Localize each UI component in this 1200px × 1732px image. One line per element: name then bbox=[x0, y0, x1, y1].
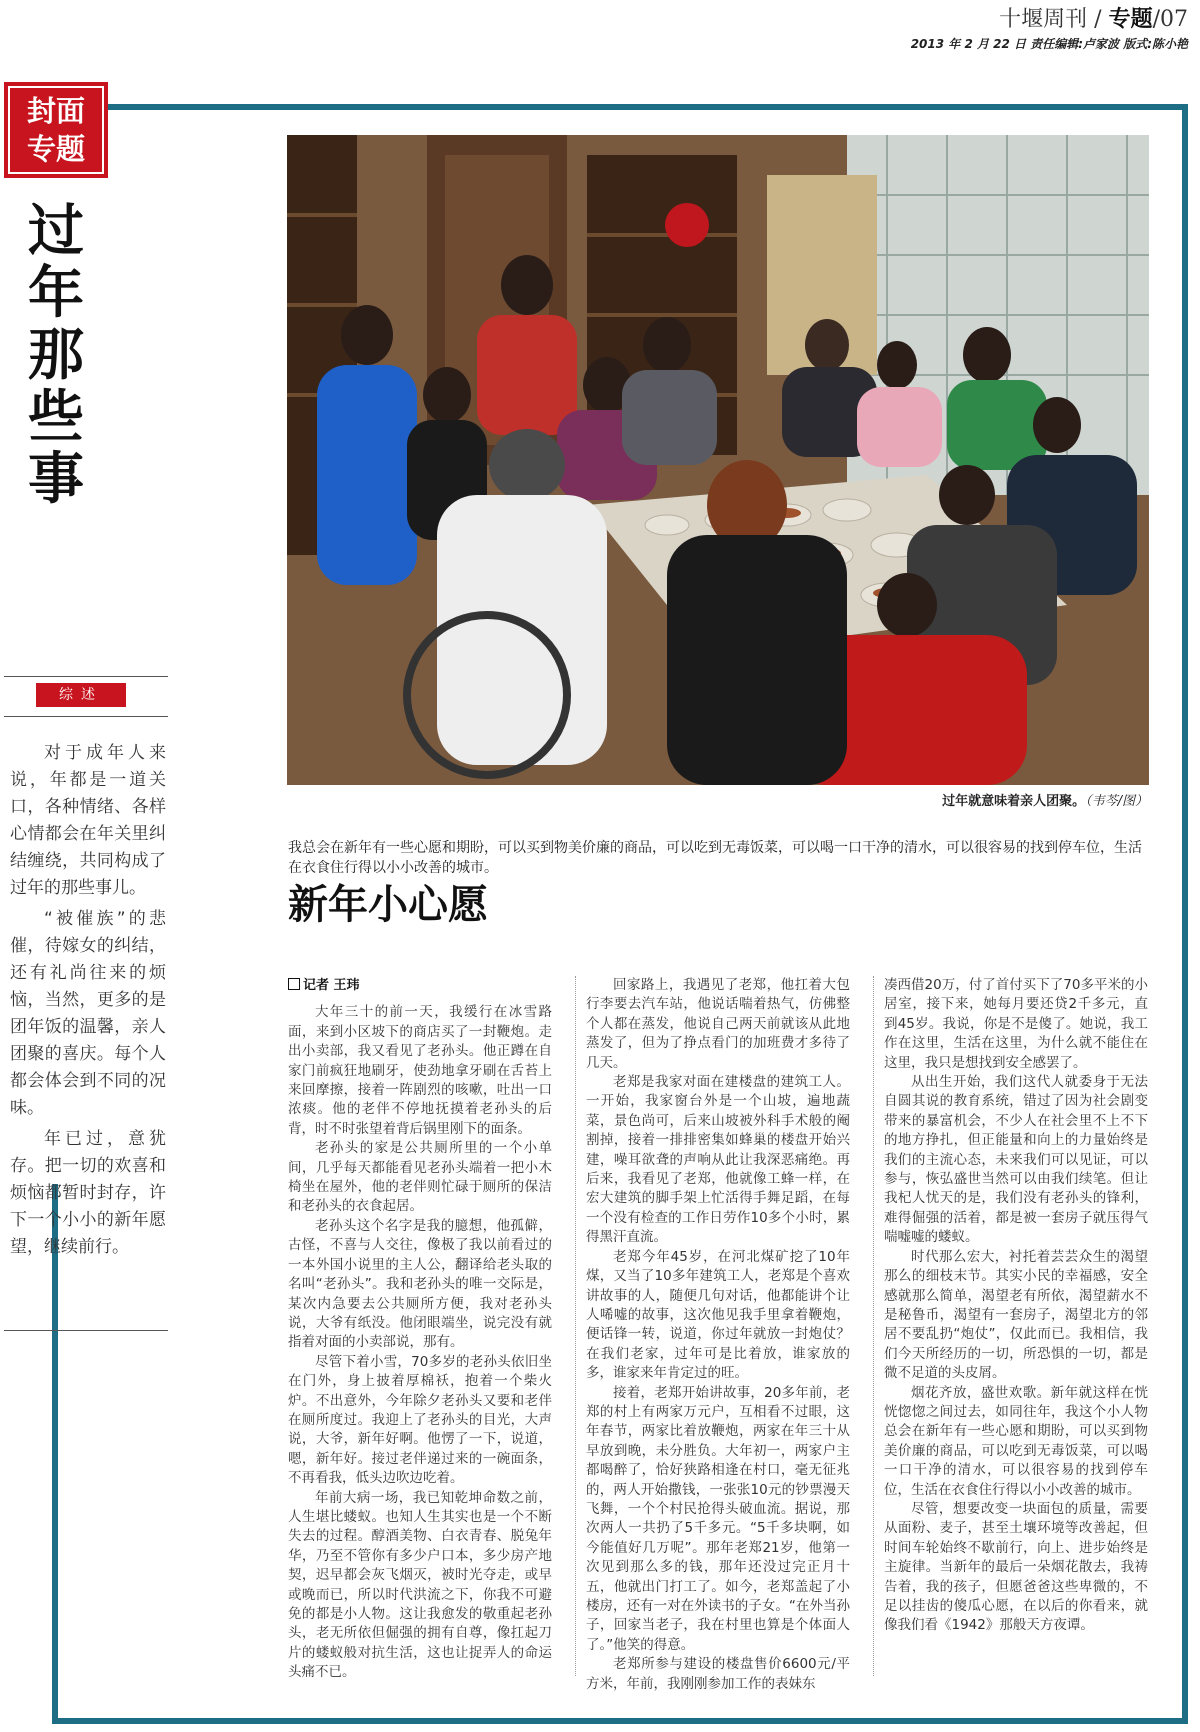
dateline: 2013 年 2 月 22 日 责任编辑:卢家波 版式:陈小艳 bbox=[910, 37, 1188, 51]
photo-illustration bbox=[287, 135, 1149, 785]
byline bbox=[288, 976, 552, 995]
stamp-line-1: 封面 bbox=[26, 94, 85, 128]
article-lead: 我总会在新年有一些心愿和期盼，可以买到物美价廉的商品，可以吃到无毒饭菜，可以喝一口干净的清水，可以很容易的找到停车位，生活在衣食住行得以小小改善的城市。 bbox=[288, 840, 1142, 876]
summary-tag: 综述 bbox=[36, 683, 126, 707]
page-number: /07 bbox=[1152, 7, 1188, 32]
article-column-1 bbox=[288, 976, 552, 1683]
sidebar-bottom-rule bbox=[4, 1330, 168, 1331]
article-paragraph: 年前大病一场，我已知乾坤命数之前，人生堪比蝼蚁。也知人生其实也是一个不断失去的过程。醇酒美物、白衣青春、脱兔年华，乃至不管你有多少户口本，多少房产地契，迟早都会灰飞烟灭，被时光夺走，或早或晚而已，所以时代洪流之下，你我不可避免的都是小人物。这让我愈发的敬重起老孙头，老无所依但倔强的拥有自尊，像扛起刀片的蝼蚁般对抗生活，这也让捉弄人的命运头痛不已。 bbox=[288, 1489, 552, 1681]
column-divider bbox=[575, 976, 576, 1676]
article-paragraph: 尽管下着小雪，70多岁的老孙头依旧坐在门外，身上披着厚棉袄，抱着一个柴火炉。不出意外，今年除夕老孙头又要和老伴在厕所度过。我迎上了老孙头的目光，大声说，大爷，新年好啊。他愣了一下，说道，嗯，新年好。接过老伴递过来的一碗面条，不再看我，低头边吹边吃着。 bbox=[288, 1353, 552, 1487]
article-paragraph: 大年三十的前一天，我缓行在冰雪路面，来到小区坡下的商店买了一封鞭炮。走出小卖部，我又看见了老孙头。他正蹲在自家门前疯狂地刷牙，使劲地拿牙刷在舌苔上来回摩擦，接着一阵剧烈的咳嗽，吐出一口浓痰。他的老伴不停地抚摸着老孙头的后背，时不时张望着背后锅里刚下的面条。 bbox=[288, 1004, 552, 1137]
article-paragraph: 凑西借20万，付了首付买下了70多平米的小居室，接下来，她每月要还贷2千多元，直到45岁。我说，你是不是傻了。她说，我工作在这里，生活在这里，为什么就不能住在这里，我只是想找到安全感罢了。 bbox=[884, 977, 1148, 1071]
byline-box-icon bbox=[288, 978, 300, 990]
article-paragraph: 从出生开始，我们这代人就委身于无法自圆其说的教育系统，错过了因为社会剧变带来的暴富机会，不少人在社会里不上不下的地方挣扎，但正能量和向上的力量始终是我们的主流心态，未来我们可以见证，可以参与，恢弘盛世当然可以由我们续笔。但让我杞人忧天的是，我们没有老孙头的锋利，难得倔强的活着，都是被一套房子就压得气喘嘘嘘的蝼蚁。 bbox=[884, 1074, 1148, 1246]
article-column-2 bbox=[586, 976, 850, 1694]
frame-left-bar bbox=[52, 1184, 58, 1724]
byline-text: 记者 王玮 bbox=[303, 978, 360, 993]
article-paragraph: 老郑今年45岁，在河北煤矿挖了10年煤，又当了10多年建筑工人，老郑是个喜欢讲故事的人，随便几句对话，他都能讲个让人唏嘘的故事，这次他见我手里拿着鞭炮，便话锋一转，说道，你过年就放一封炮仗？在我们老家，过年可是比着放，谁家放的多，谁家来年肯定过的旺。 bbox=[586, 1248, 850, 1382]
column-divider bbox=[873, 976, 874, 1676]
article-paragraph: 老孙头的家是公共厕所里的一个小单间，几乎每天都能看见老孙头端着一把小木椅坐在屋外，他的老伴则忙碌于厕所的保洁和老孙头的衣食起居。 bbox=[288, 1140, 552, 1215]
masthead bbox=[911, 4, 1188, 53]
summary-text bbox=[10, 740, 166, 1265]
article-paragraph: 烟花齐放，盛世欢歌。新年就这样在恍恍惚惚之间过去，如同往年，我这个小人物总会在新年有一些心愿和期盼，可以买到物美价廉的商品，可以吃到无毒饭菜，可以喝一口干净的清水，可以很容易的找到停车位，生活在衣食住行得以小小改善的城市。 bbox=[884, 1384, 1148, 1498]
family-reunion-photo bbox=[287, 135, 1149, 785]
article-headline: 新年小心愿 bbox=[288, 881, 488, 928]
sidebar-top-rule bbox=[4, 676, 168, 677]
photo-credit: （韦芩/图） bbox=[1085, 794, 1148, 809]
article-paragraph: 时代那么宏大，衬托着芸芸众生的渴望那么的细枝末节。其实小民的幸福感，安全感就那么简单，渴望老有所依，渴望薪水不是秘鲁币，渴望有一套房子，渴望北方的邻居不要乱扔“炮仗”，仅此而已。我相信，我们今天所经历的一切，所恐惧的一切，都是微不足道的头皮屑。 bbox=[884, 1248, 1148, 1382]
section-name: 专题 bbox=[1108, 6, 1153, 32]
caption-text: 过年就意味着亲人团聚。 bbox=[942, 794, 1086, 809]
frame-bottom-bar bbox=[52, 1718, 152, 1724]
masthead-separator: / bbox=[1087, 7, 1109, 32]
summary-paragraph: “被催族”的悲催，待嫁女的纠结，还有礼尚往来的烦恼，当然，更多的是团年饭的温馨，亲人团聚的喜庆。每个人都会体会到不同的况味。 bbox=[10, 909, 166, 1118]
stamp-text bbox=[8, 86, 104, 174]
section-stamp bbox=[4, 82, 108, 178]
stamp-line-2: 专题 bbox=[26, 132, 85, 166]
article-paragraph: 老孙头这个名字是我的臆想，他孤僻，古怪，不喜与人交往，像极了我以前看过的一本外国小说里的主人公，翻译给老头取的名叫“老孙头”。我和老孙头的唯一交际是，某次内急要去公共厕所方便，我对老孙头说，大爷有纸没。他闭眼端坐，说完没有就指着对面的小卖部说，那有。 bbox=[288, 1217, 552, 1351]
article-paragraph: 老郑是我家对面在建楼盘的建筑工人。一开始，我家窗台外是一个山坡，遍地蔬菜，景色尚可，后来山坡被外科手术般的阉割掉，接着一排排密集如蜂巢的楼盘开始兴建，噪耳欲聋的声响从此让我深恶痛绝。再后来，我看见了老郑，他就像工蜂一样，在宏大建筑的脚手架上忙活得手舞足蹈，在每一个没有检查的工作日劳作10多个小时，累得黑汗直流。 bbox=[586, 1074, 850, 1246]
article-paragraph: 老郑所参与建设的楼盘售价6600元/平方米，年前，我刚刚参加工作的表妹东 bbox=[586, 1656, 850, 1692]
cover-title: 过年那些事 bbox=[28, 198, 84, 512]
paper-name: 十堰周刊 bbox=[999, 7, 1088, 32]
summary-paragraph: 年已过，意犹存。把一切的欢喜和烦恼都暂时封存，许下一个小小的新年愿望，继续前行。 bbox=[10, 1129, 166, 1257]
summary-paragraph: 对于成年人来说，年都是一道关口，各种情绪、各样心情都会在年关里纠结缠绕，共同构成了过年的那些事儿。 bbox=[10, 743, 166, 898]
article-paragraph: 尽管，想要改变一块面包的质量，需要从面粉、麦子，甚至土壤环境等改善起，但时间车轮始终不歇前行，向上、进步始终是主旋律。当新年的最后一朵烟花散去，我祷告着，我的孩子，但愿爸爸这些卑微的，不足以挂齿的傻瓜心愿，在以后的你看来，就像我们看《1942》那般天方夜谭。 bbox=[884, 1500, 1148, 1634]
article-paragraph: 接着，老郑开始讲故事，20多年前，老郑的村上有两家万元户，互相看不过眼，这年春节，两家比着放鞭炮，两家在年三十从早放到晚，未分胜负。大年初一，两家户主都喝醉了，恰好狭路相逢在村口，毫无征兆的，两人开始撒钱，一张张10元的钞票漫天飞舞，一个个村民抢得头破血流。据说，那次两人一共扔了5千多元。“5千多块啊，如今能值好几万呢”。那年老郑21岁，他第一次见到那么多的钱，那年还没过完正月十五，他就出门打工了。如今，老郑盖起了小楼房，还有一对在外读书的子女。“在外当孙子，回家当老子，我在村里也算是个体面人了。”他笑的得意。 bbox=[586, 1384, 850, 1653]
photo-caption bbox=[942, 790, 1148, 809]
article-column-3 bbox=[884, 976, 1148, 1636]
masthead-title bbox=[911, 4, 1188, 35]
article-paragraph: 回家路上，我遇见了老郑，他扛着大包行李要去汽车站，他说话喘着热气，仿佛整个人都在蒸发，他说自己两天前就该从此地蒸发了，但为了挣点看门的加班费才多待了几天。 bbox=[586, 977, 850, 1071]
sidebar-tag-rule bbox=[4, 716, 168, 717]
